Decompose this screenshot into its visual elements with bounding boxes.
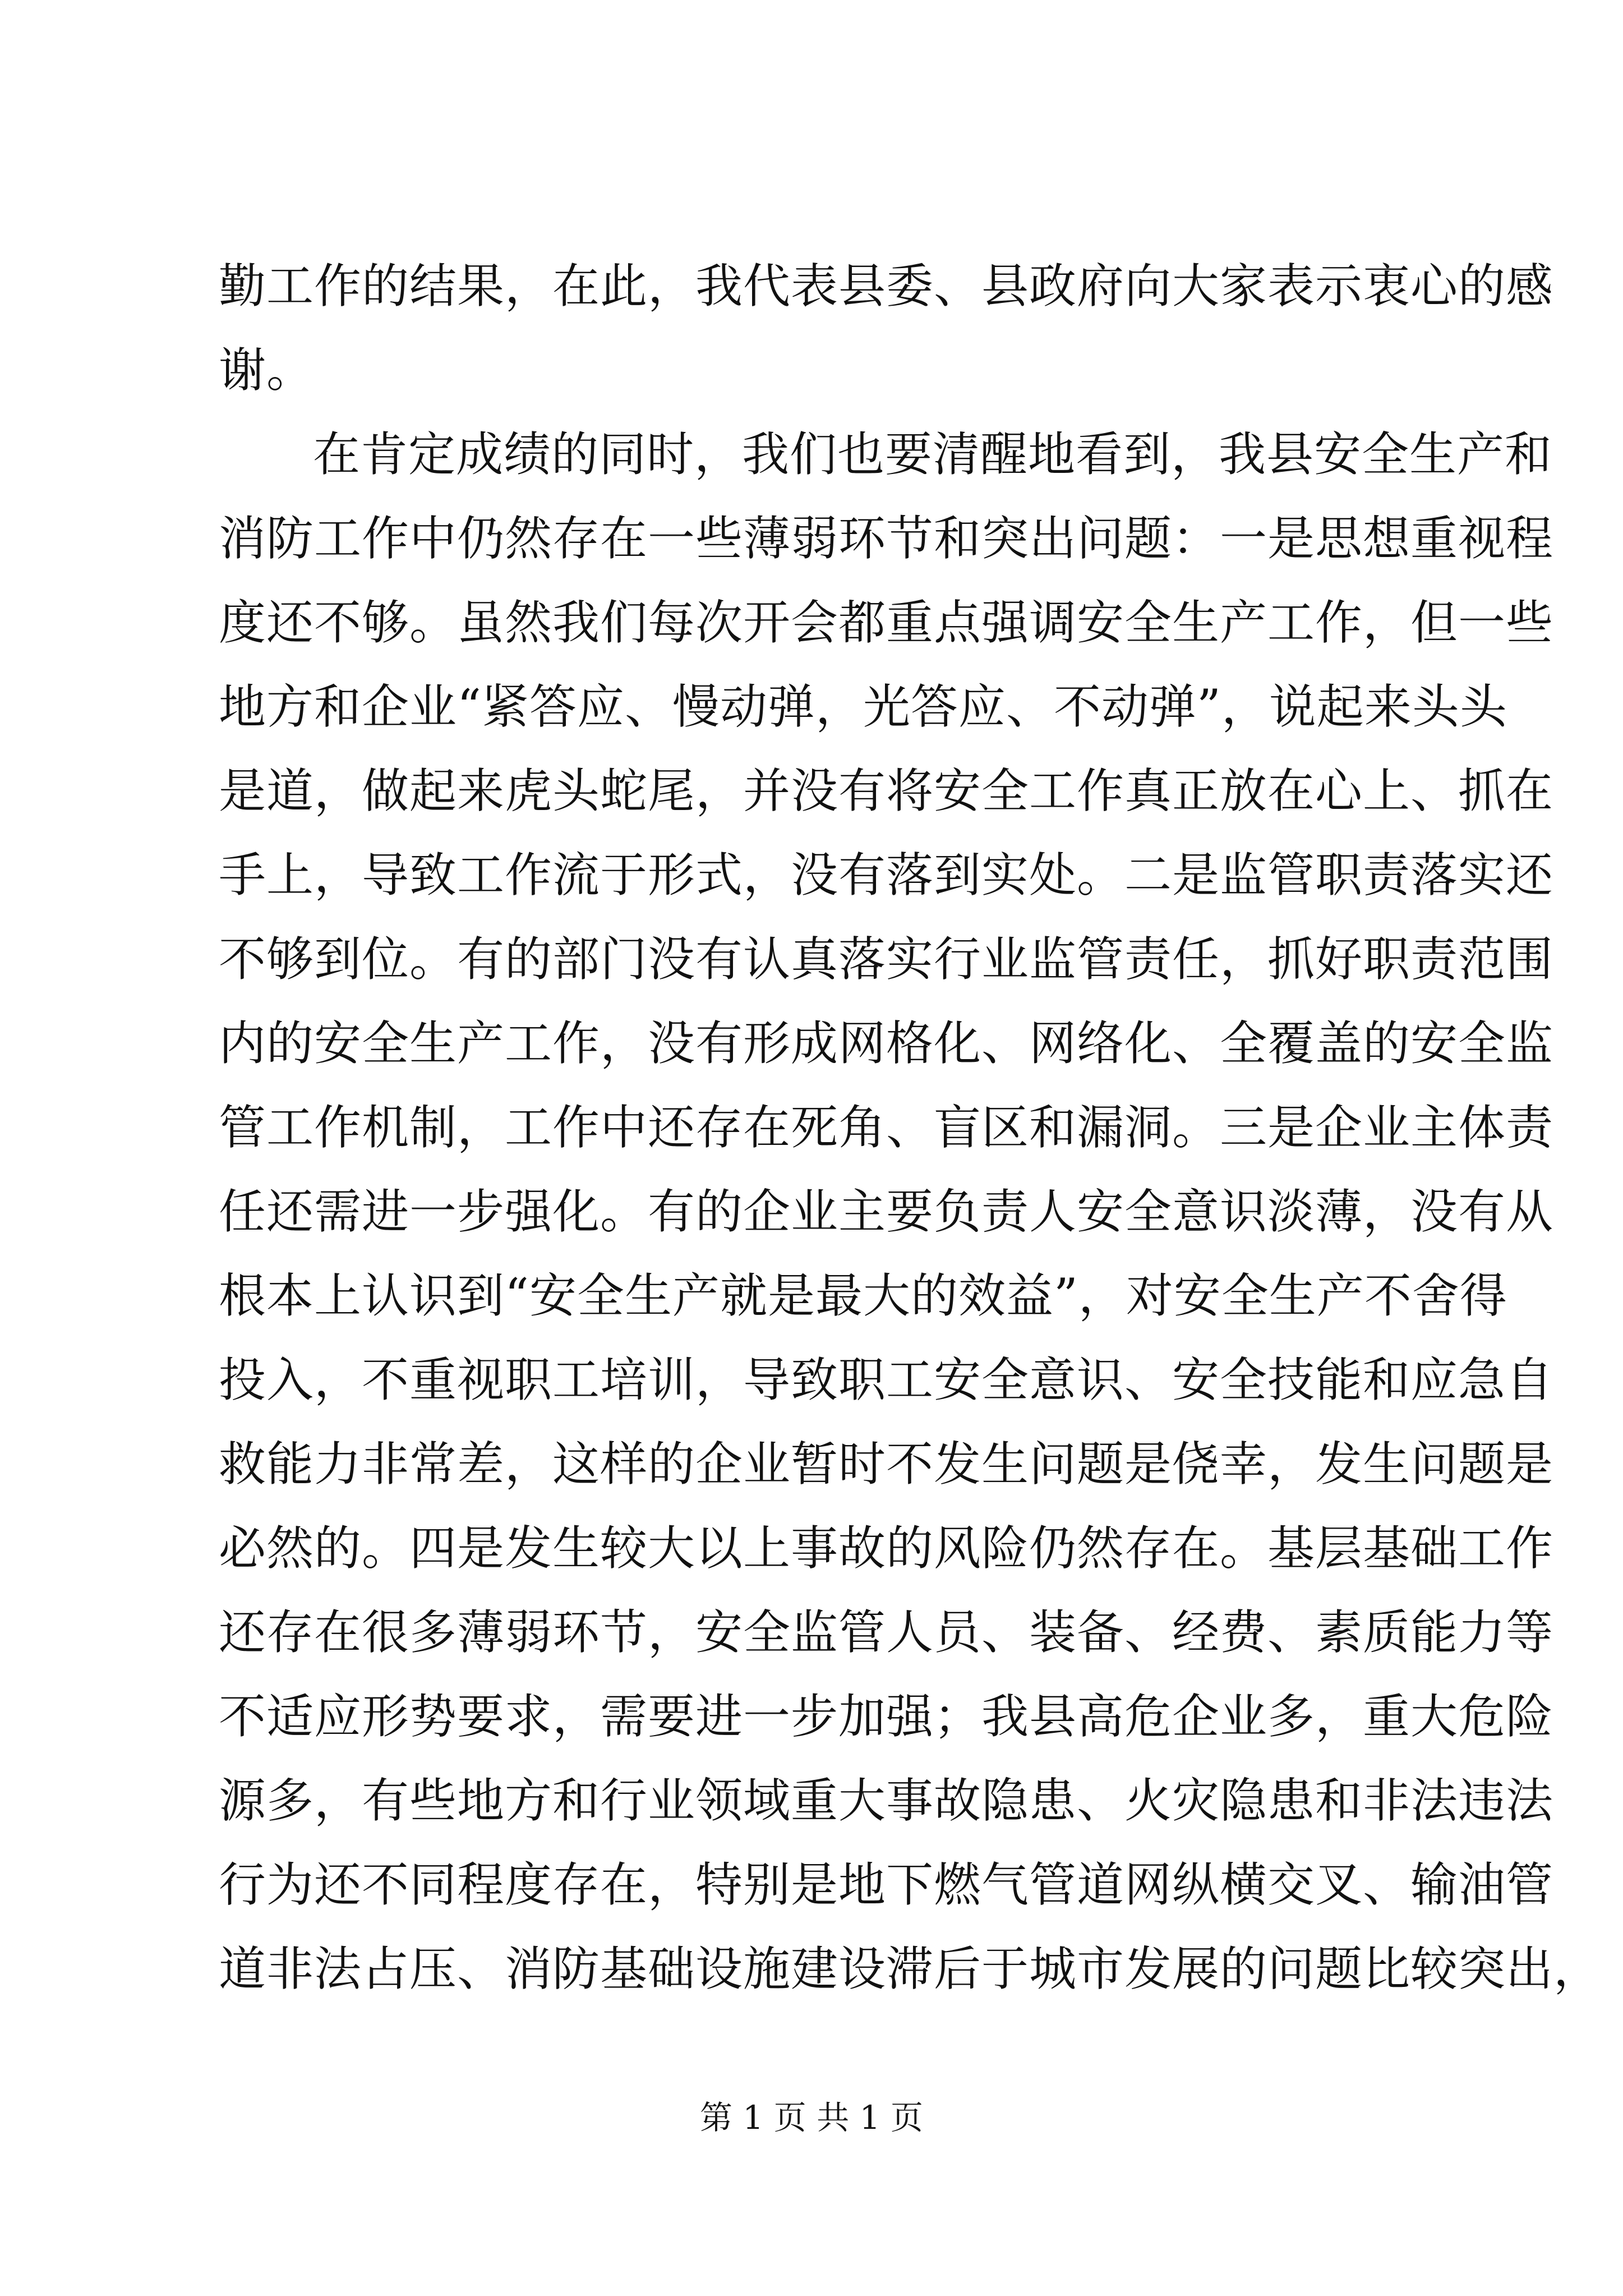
paragraph-start-line: 在肯定成绩的同时，我们也要清醒地看到，我县安全生产和 [313, 427, 1553, 482]
text-line: 还存在很多薄弱环节，安全监管人员、装备、经费、素质能力等 [219, 1605, 1554, 1660]
text-line: 手上，导致工作流于形式，没有落到实处。二是监管职责落实还 [219, 848, 1554, 903]
text-line: 是道，做起来虎头蛇尾，并没有将安全工作真正放在心上、抓在 [219, 763, 1554, 818]
text-line: 源多，有些地方和行业领域重大事故隐患、火灾隐患和非法违法 [219, 1773, 1554, 1828]
text-line: 地方和企业“紧答应、慢动弹，光答应、不动弹”，说起来头头 [219, 679, 1507, 734]
text-line: 救能力非常差，这样的企业暂时不发生问题是侥幸，发生问题是 [219, 1437, 1554, 1492]
page-footer: 第 1 页 共 1 页 [700, 2099, 923, 2137]
text-line: 道非法占压、消防基础设施建设滞后于城市发展的问题比较突出， [219, 1941, 1602, 1996]
text-line: 不适应形势要求，需要进一步加强；我县高危企业多，重大危险 [219, 1689, 1554, 1744]
text-line: 消防工作中仍然存在一些薄弱环节和突出问题：一是思想重视程 [219, 511, 1554, 566]
text-line: 管工作机制，工作中还存在死角、盲区和漏洞。三是企业主体责 [219, 1100, 1554, 1155]
text-line: 投入，不重视职工培训，导致职工安全意识、安全技能和应急自 [219, 1352, 1554, 1407]
text-line: 任还需进一步强化。有的企业主要负责人安全意识淡薄，没有从 [219, 1184, 1554, 1239]
text-line: 不够到位。有的部门没有认真落实行业监管责任，抓好职责范围 [219, 932, 1554, 987]
text-line: 勤工作的结果，在此，我代表县委、县政府向大家表示衷心的感 [219, 259, 1554, 314]
text-line: 谢。 [219, 343, 315, 398]
text-line: 行为还不同程度存在，特别是地下燃气管道网纵横交叉、输油管 [219, 1857, 1554, 1912]
text-line: 根本上认识到“安全生产就是最大的效益”，对安全生产不舍得 [219, 1268, 1507, 1323]
text-line: 度还不够。虽然我们每次开会都重点强调安全生产工作，但一些 [219, 595, 1554, 650]
text-line: 内的安全生产工作，没有形成网格化、网络化、全覆盖的安全监 [219, 1016, 1554, 1071]
text-line: 必然的。四是发生较大以上事故的风险仍然存在。基层基础工作 [219, 1521, 1554, 1576]
